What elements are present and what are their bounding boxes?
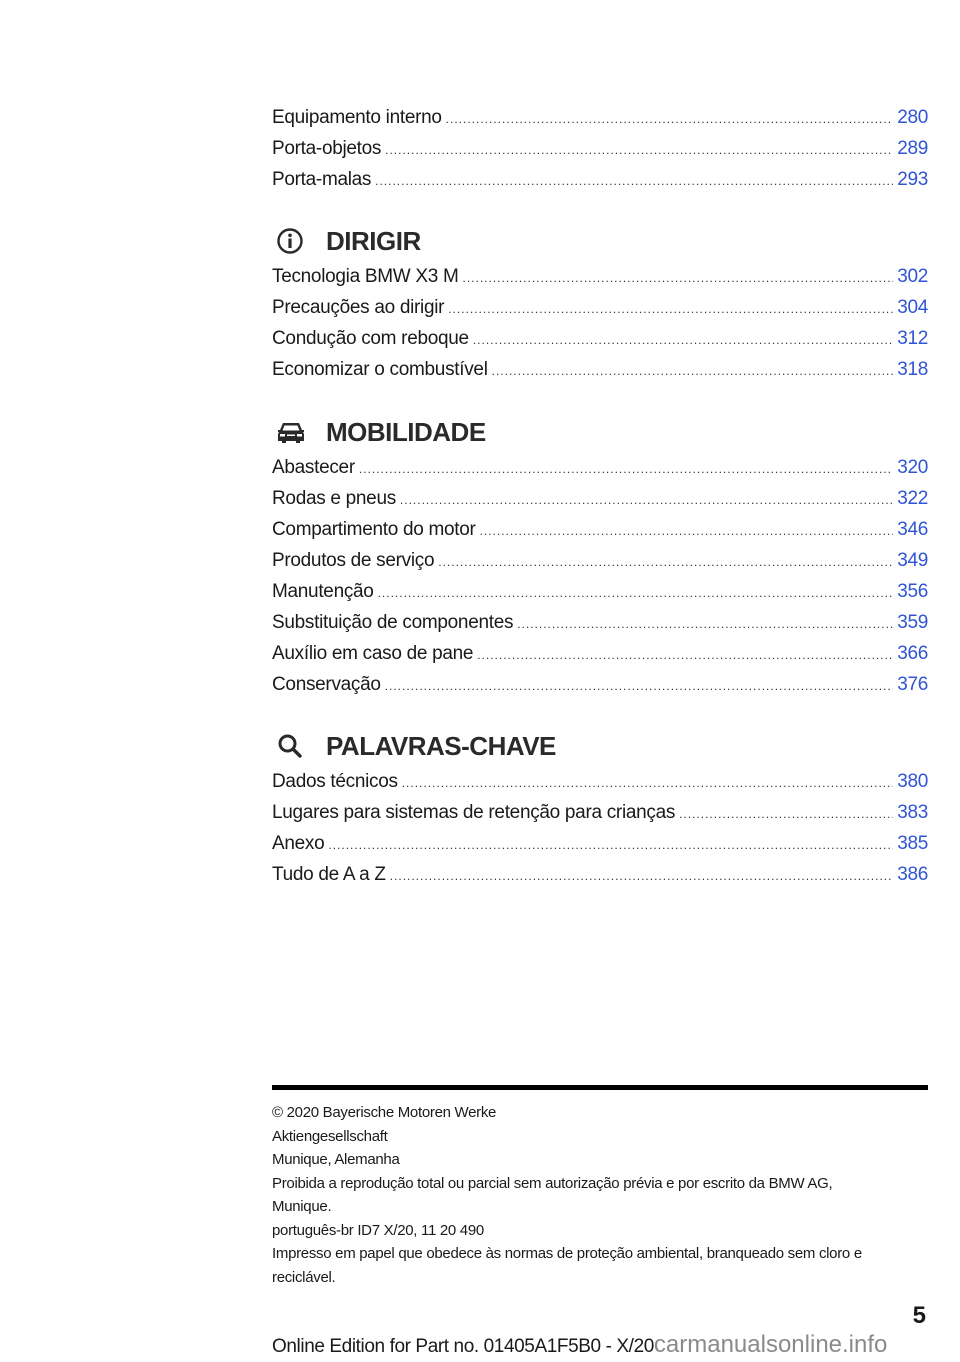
toc-entry-page[interactable]: 383 bbox=[897, 802, 928, 823]
dot-leader bbox=[375, 169, 893, 193]
dot-leader bbox=[448, 297, 893, 321]
imprint-line: Proibida a reprodução total ou parcial sem autorização prévia e por escrito da BMW AG, bbox=[272, 1174, 833, 1192]
toc-entry-label: Economizar o combustível bbox=[272, 359, 488, 380]
imprint-line: reciclável. bbox=[272, 1268, 336, 1286]
section-title: PALAVRAS-CHAVE bbox=[326, 730, 556, 761]
toc-entry[interactable] bbox=[272, 456, 928, 480]
toc-entry-label: Tecnologia BMW X3 M bbox=[272, 266, 459, 287]
toc-entry-page[interactable]: 380 bbox=[897, 771, 928, 792]
dot-leader bbox=[517, 612, 893, 636]
toc-entry-label: Rodas e pneus bbox=[272, 488, 396, 509]
toc-entry[interactable] bbox=[272, 673, 928, 697]
footer-edition bbox=[272, 1331, 887, 1359]
toc-entry-label: Manutenção bbox=[272, 581, 374, 602]
toc-entry[interactable] bbox=[272, 487, 928, 511]
toc-entry[interactable] bbox=[272, 863, 928, 887]
toc-entry-page[interactable]: 302 bbox=[897, 266, 928, 287]
edition-text: Online Edition for Part no. 01405A1F5B0 - X/20 bbox=[272, 1336, 654, 1357]
dot-leader bbox=[446, 107, 894, 131]
dot-leader bbox=[400, 488, 893, 512]
toc-entry-label: Produtos de serviço bbox=[272, 550, 435, 571]
toc-entry-page[interactable]: 366 bbox=[897, 643, 928, 664]
toc-entry-label: Conservação bbox=[272, 674, 381, 695]
section-heading-dirigir bbox=[272, 221, 421, 261]
toc-entry[interactable] bbox=[272, 801, 928, 825]
toc-entry-page[interactable]: 349 bbox=[897, 550, 928, 571]
toc-entry-label: Precauções ao dirigir bbox=[272, 297, 445, 318]
toc-entry[interactable] bbox=[272, 265, 928, 289]
toc-entry-label: Condução com reboque bbox=[272, 328, 469, 349]
toc-entry-label: Auxílio em caso de pane bbox=[272, 643, 474, 664]
search-icon bbox=[276, 731, 310, 761]
toc-entry[interactable] bbox=[272, 296, 928, 320]
toc-entry[interactable] bbox=[272, 770, 928, 794]
toc-entry-page[interactable]: 289 bbox=[897, 138, 928, 159]
section-title: DIRIGIR bbox=[326, 225, 421, 256]
toc-entry-label: Equipamento interno bbox=[272, 107, 442, 128]
imprint-line: Aktiengesellschaft bbox=[272, 1127, 388, 1145]
toc-entry-label: Lugares para sistemas de retenção para crianças bbox=[272, 802, 676, 823]
imprint-line: português-br ID7 X/20, 11 20 490 bbox=[272, 1221, 484, 1239]
dot-leader bbox=[359, 457, 893, 481]
toc-entry-label: Porta-objetos bbox=[272, 138, 382, 159]
dot-leader bbox=[679, 802, 893, 826]
page-number: 5 bbox=[912, 1302, 926, 1329]
toc-entry-page[interactable]: 376 bbox=[897, 674, 928, 695]
toc-entry-page[interactable]: 293 bbox=[897, 169, 928, 190]
divider-rule bbox=[272, 1085, 928, 1090]
dot-leader bbox=[385, 674, 894, 698]
section-heading-palavras-chave bbox=[272, 726, 556, 766]
dot-leader bbox=[328, 833, 893, 857]
dot-leader bbox=[477, 643, 893, 667]
toc-entry-page[interactable]: 356 bbox=[897, 581, 928, 602]
toc-entry-page[interactable]: 318 bbox=[897, 359, 928, 380]
toc-entry-page[interactable]: 359 bbox=[897, 612, 928, 633]
imprint-line: © 2020 Bayerische Motoren Werke bbox=[272, 1104, 497, 1121]
dot-leader bbox=[385, 138, 893, 162]
info-circle-icon bbox=[276, 226, 310, 256]
dot-leader bbox=[480, 519, 894, 543]
toc-entry-label: Porta-malas bbox=[272, 169, 372, 190]
toc-entry-label: Anexo bbox=[272, 833, 325, 854]
toc-entry[interactable] bbox=[272, 832, 928, 856]
toc-entry-page[interactable]: 312 bbox=[897, 328, 928, 349]
watermark-text: carmanualsonline.info bbox=[653, 1331, 888, 1358]
dot-leader bbox=[492, 359, 894, 383]
toc-entry[interactable] bbox=[272, 611, 928, 635]
imprint-line: Impresso em papel que obedece às normas de proteção ambiental, branqueado sem cloro e bbox=[272, 1245, 862, 1262]
toc-entry-page[interactable]: 280 bbox=[897, 107, 928, 128]
dot-leader bbox=[378, 581, 894, 605]
section-heading-mobilidade bbox=[272, 412, 486, 452]
toc-entry-label: Substituição de componentes bbox=[272, 612, 514, 633]
toc-entry[interactable] bbox=[272, 106, 928, 130]
dot-leader bbox=[390, 864, 893, 888]
toc-entry-label: Compartimento do motor bbox=[272, 519, 476, 540]
toc-entry[interactable] bbox=[272, 580, 928, 604]
dot-leader bbox=[473, 328, 893, 352]
toc-entry[interactable] bbox=[272, 137, 928, 161]
toc-entry-page[interactable]: 385 bbox=[897, 833, 928, 854]
dot-leader bbox=[462, 266, 893, 290]
toc-entry-label: Abastecer bbox=[272, 457, 355, 478]
toc-entry[interactable] bbox=[272, 327, 928, 351]
dot-leader bbox=[402, 771, 893, 795]
toc-entry-label: Tudo de A a Z bbox=[272, 864, 386, 885]
toc-entry-page[interactable]: 320 bbox=[897, 457, 928, 478]
car-icon bbox=[276, 417, 310, 447]
toc-entry[interactable] bbox=[272, 168, 928, 192]
toc-entry-page[interactable]: 322 bbox=[897, 488, 928, 509]
section-title: MOBILIDADE bbox=[326, 416, 486, 447]
toc-entry-label: Dados técnicos bbox=[272, 771, 398, 792]
toc-entry[interactable] bbox=[272, 642, 928, 666]
imprint-line: Munique. bbox=[272, 1198, 332, 1215]
toc-entry[interactable] bbox=[272, 358, 928, 382]
toc-entry-page[interactable]: 386 bbox=[897, 864, 928, 885]
imprint-block bbox=[272, 1101, 928, 1289]
toc-entry-page[interactable]: 346 bbox=[897, 519, 928, 540]
dot-leader bbox=[438, 550, 893, 574]
imprint-line: Munique, Alemanha bbox=[272, 1151, 400, 1168]
toc-entry-page[interactable]: 304 bbox=[897, 297, 928, 318]
toc-entry[interactable] bbox=[272, 549, 928, 573]
toc-entry[interactable] bbox=[272, 518, 928, 542]
